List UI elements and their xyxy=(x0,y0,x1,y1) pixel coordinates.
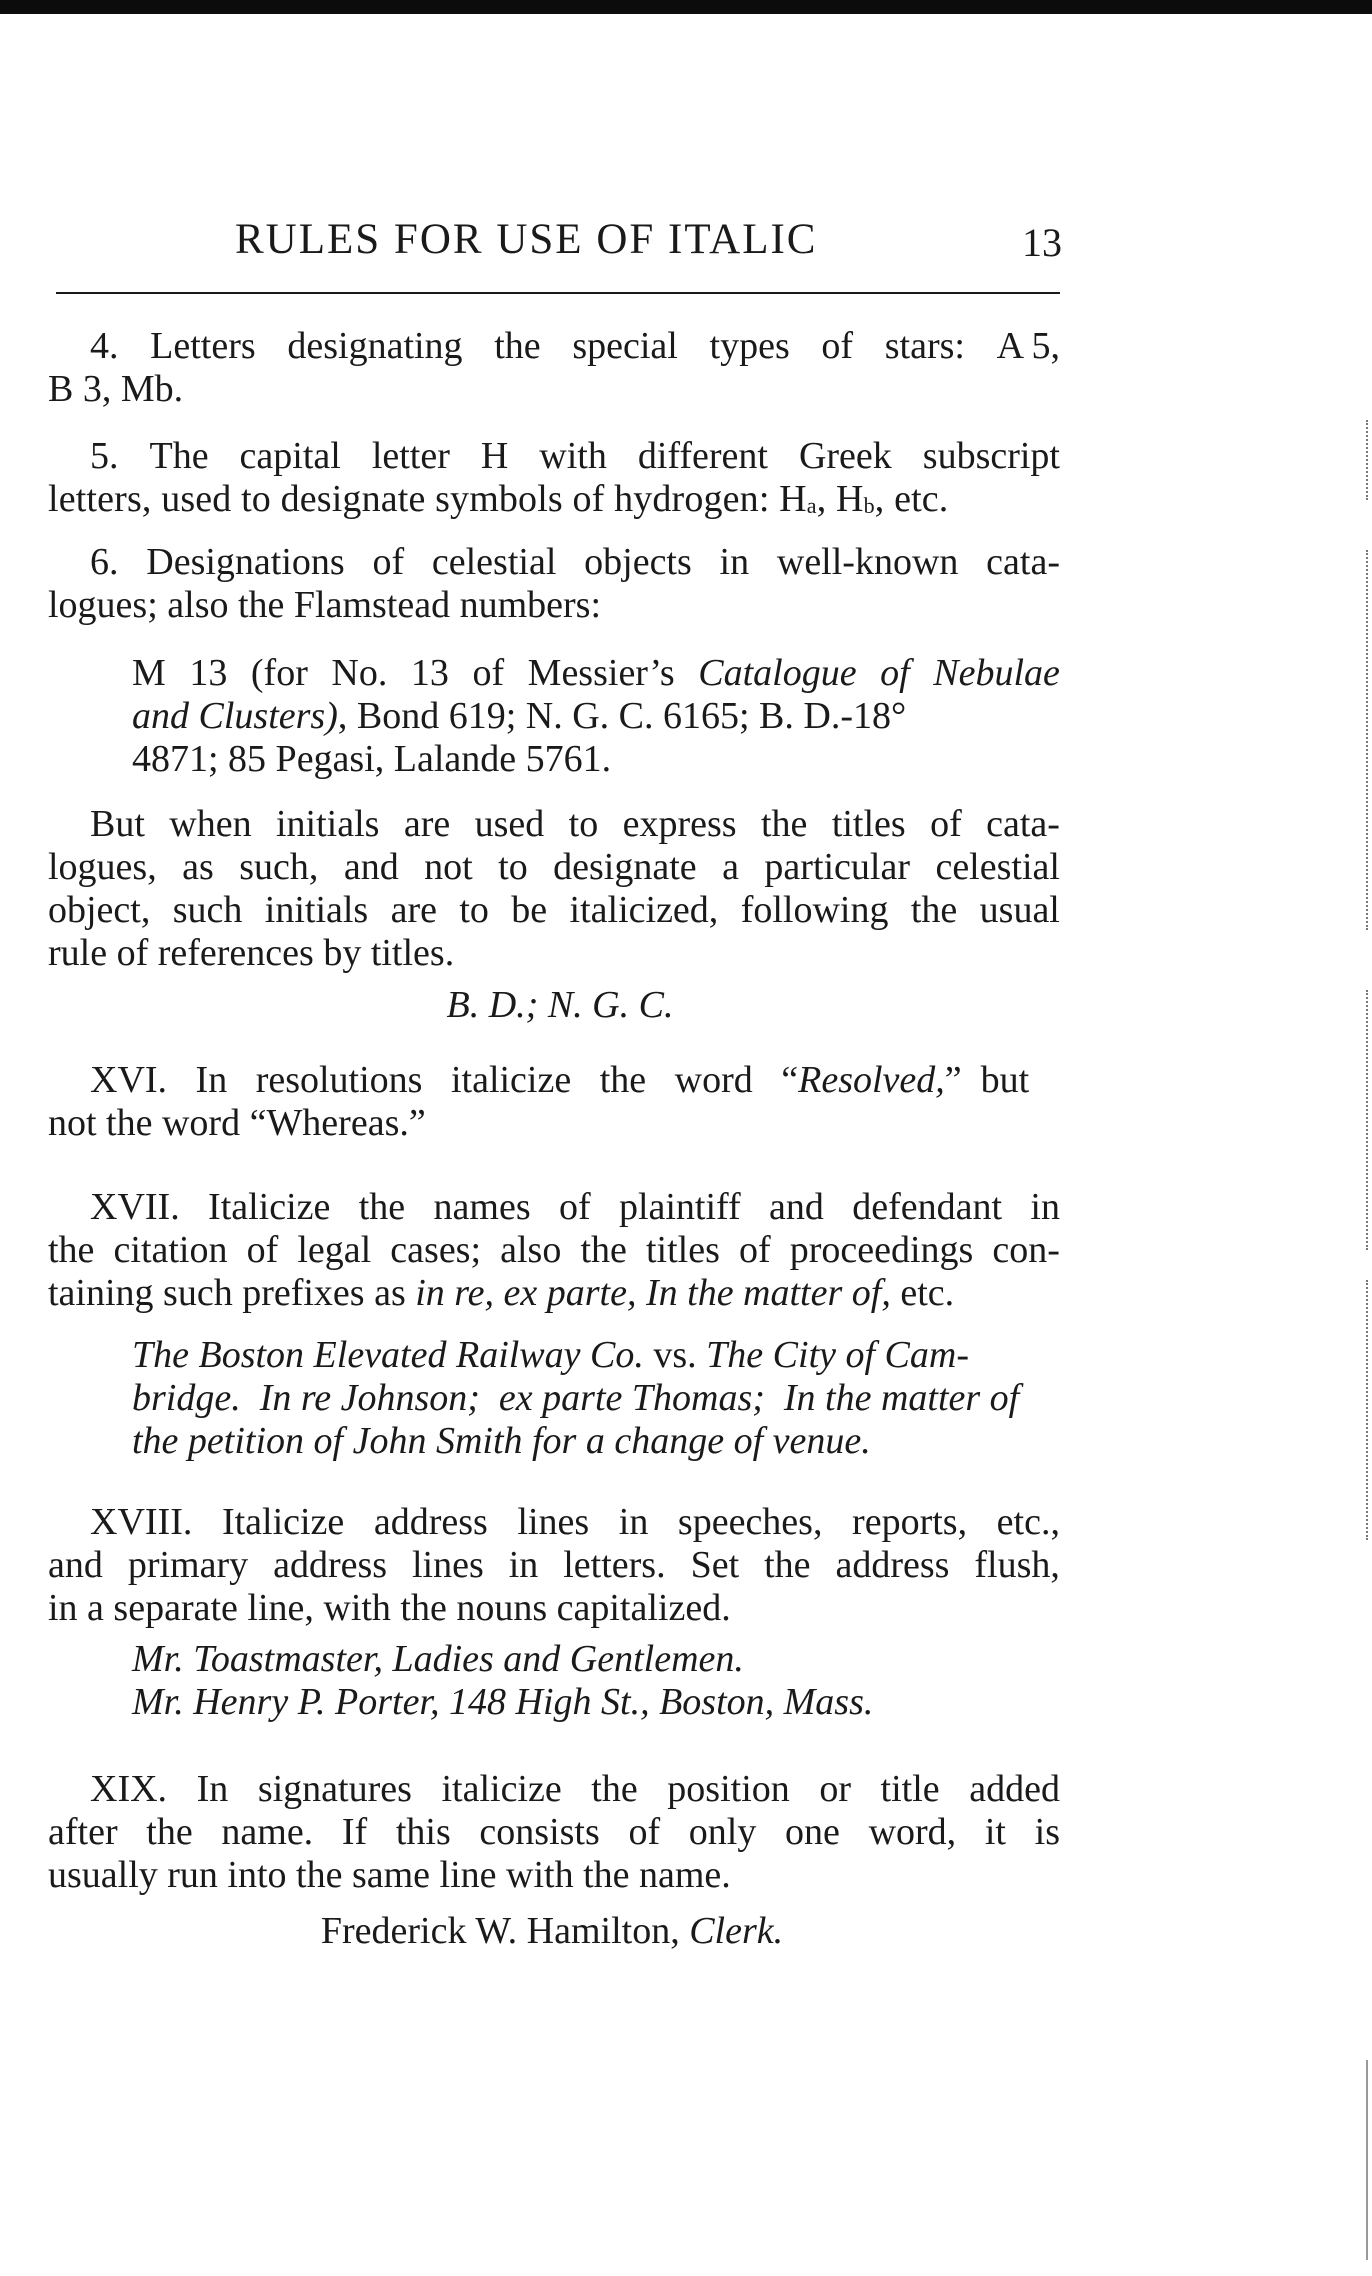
rule-6-line-1: 6. Designations of celestial objects in well-known cata- xyxy=(90,541,1060,583)
rule-16 xyxy=(48,1059,1060,1145)
scan-edge-mark xyxy=(1366,550,1371,930)
rule-18-line-3: in a separate line, with the nouns capitalized. xyxy=(48,1587,731,1629)
rule-6-line-2: logues; also the Flamstead numbers: xyxy=(48,584,602,626)
rule-19 xyxy=(48,1768,1060,1897)
rule-19-line-2: after the name. If this consists of only one word, it is xyxy=(48,1811,1060,1853)
rule-17-line-2: the citation of legal cases; also the titles of proceedings con- xyxy=(48,1229,1060,1271)
scan-edge-mark xyxy=(1366,420,1371,500)
rule-4 xyxy=(48,325,1060,411)
page-header xyxy=(50,215,1062,275)
rule-18-example xyxy=(132,1638,1060,1724)
rule-17-line-1: XVII. Italicize the names of plaintiff and defendant in xyxy=(90,1186,1060,1228)
rule-6-example-line-3: 4871; 85 Pegasi, Lalande 5761. xyxy=(132,738,612,780)
rule-5 xyxy=(48,435,1060,527)
rule-18-example-line-1: Mr. Toastmaster, Ladies and Gentlemen. xyxy=(132,1638,744,1680)
para-line-3: object, such initials are to be italicized, following the usual xyxy=(48,889,1060,931)
rule-17-example-line-1: The Boston Elevated Railway Co. vs. The City of Cam- xyxy=(132,1334,969,1376)
rule-17 xyxy=(48,1186,1060,1315)
rule-5-line-1: 5. The capital letter H with different Greek subscript xyxy=(90,435,1060,477)
para-line-1: But when initials are used to express the titles of cata- xyxy=(90,803,1060,845)
rule-18-line-1: XVIII. Italicize address lines in speeches, reports, etc., xyxy=(90,1501,1060,1543)
rule-19-line-1: XIX. In signatures italicize the position or title added xyxy=(90,1768,1060,1810)
running-title: RULES FOR USE OF ITALIC xyxy=(235,216,818,263)
rule-17-example-line-2: bridge. In re Johnson; ex parte Thomas; In the matter of xyxy=(132,1377,1020,1419)
rule-6 xyxy=(48,541,1060,627)
rule-16-line-2: not the word “Whereas.” xyxy=(48,1102,426,1144)
rule-4-line-2: B 3, Mb. xyxy=(48,368,184,410)
scan-top-edge xyxy=(0,0,1372,14)
signature-example: Frederick W. Hamilton, Clerk. xyxy=(320,1910,784,1952)
scan-edge-mark xyxy=(1366,990,1371,1250)
catalogue-initials-example: B. D.; N. G. C. xyxy=(446,984,674,1026)
rule-17-line-3: taining such prefixes as in re, ex parte, In the matter of, etc. xyxy=(48,1272,955,1314)
rule-17-example xyxy=(132,1334,1060,1463)
header-rule xyxy=(56,292,1060,294)
rule-18 xyxy=(48,1501,1060,1630)
rule-6-example-line-2: and Clusters), Bond 619; N. G. C. 6165; B. D.-18° xyxy=(132,695,907,737)
rule-6-example xyxy=(132,652,1060,781)
para-line-4: rule of references by titles. xyxy=(48,932,455,974)
page-number: 13 xyxy=(1022,220,1062,265)
rule-5-line-2: letters, used to designate symbols of hydrogen: $H_a$, $H_b$, etc. xyxy=(48,478,949,520)
rule-6-example-line-1: M 13 (for No. 13 of Messier’s Catalogue of Nebulae xyxy=(132,652,1060,694)
rule-4-line-1: 4. Letters designating the special types of stars: A 5, xyxy=(90,325,1060,367)
rule-18-line-2: and primary address lines in letters. Set the address flush, xyxy=(48,1544,1060,1586)
rule-18-example-line-2: Mr. Henry P. Porter, 148 High St., Boston, Mass. xyxy=(132,1681,874,1723)
scan-edge-mark xyxy=(1366,2060,1371,2260)
para-line-2: logues, as such, and not to designate a particular celestial xyxy=(48,846,1060,888)
paragraph-catalogue-initials xyxy=(48,803,1060,975)
scan-edge-mark xyxy=(1366,1280,1371,1540)
rule-16-line-1: XVI. In resolutions italicize the word “Resolved,” but xyxy=(90,1059,1030,1101)
rule-17-example-line-3: the petition of John Smith for a change of venue. xyxy=(132,1420,871,1462)
rule-19-line-3: usually run into the same line with the name. xyxy=(48,1854,731,1896)
